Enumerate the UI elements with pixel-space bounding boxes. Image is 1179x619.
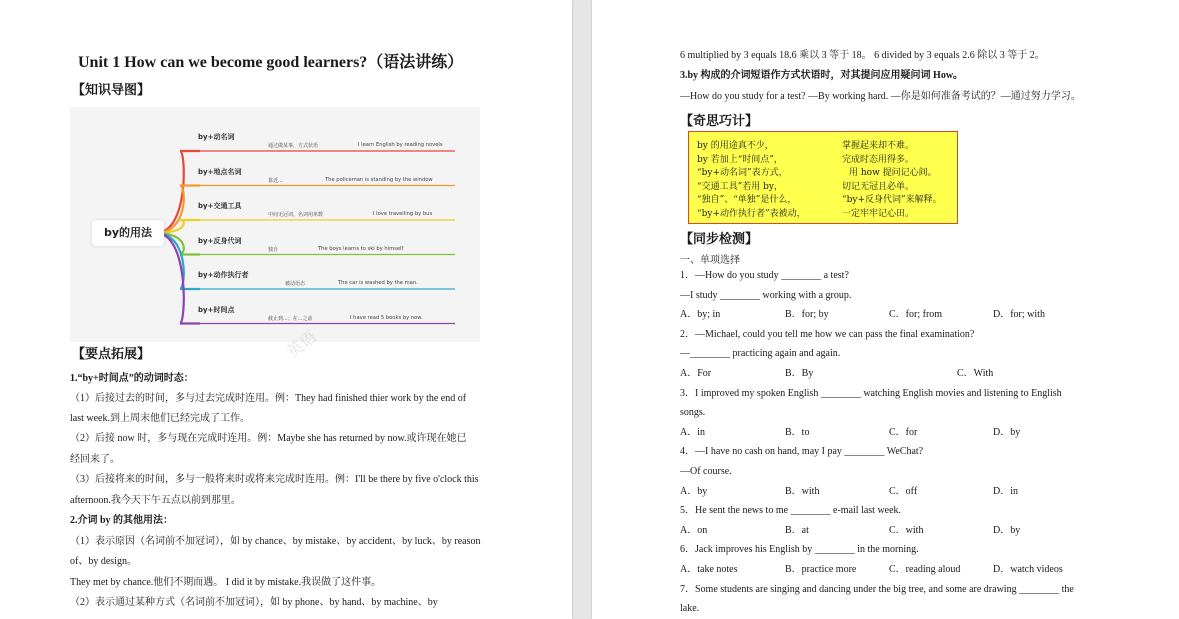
tips-box: [688, 131, 958, 224]
question-option: D．watch videos: [993, 564, 1063, 575]
body-line: （2）后接 now 时，多与现在完成时连用。例：Maybe she has returned by now.或许现在她已: [70, 433, 467, 444]
document-title: Unit 1 How can we become good learners?（语法讲练）: [78, 54, 464, 71]
tip-left: “by+动名词”表方式，: [697, 168, 788, 178]
question-option: D．by: [993, 524, 1021, 536]
question-stem: 2．—Michael, could you tell me how we can pass the final examination?: [680, 328, 975, 340]
mindmap-branch-label: by+动作执行者: [198, 271, 249, 279]
body-line: 3.by 构成的介词短语作方式状语时，对其提问应用疑问词 How。: [680, 70, 964, 81]
question-option: B．for; by: [785, 309, 829, 321]
question-option: C．with: [889, 524, 924, 536]
mindmap-branch-example: I learn English by reading novels: [358, 142, 443, 148]
question-option: B．to: [785, 426, 810, 438]
tip-left: by 的用途真不少，: [697, 141, 774, 151]
mindmap-branch-example: I have read 5 books by now.: [350, 314, 423, 321]
question-stem: lake.: [680, 603, 700, 615]
mindmap-branch-label: by+时间点: [198, 305, 235, 314]
mindmap-branch-label: by+地点名词: [198, 167, 242, 176]
mindmap-branch-label: by+动名词: [198, 133, 235, 141]
mindmap-branch-label: by+反身代词: [198, 236, 242, 245]
mindmap-branch-desc: 截止到...；在...之前: [268, 315, 313, 322]
question-option: B．By: [785, 368, 814, 379]
mindmap-figure: [70, 107, 480, 342]
mindmap-branch-example: I love travelling by bus: [373, 211, 433, 217]
question-option: A．For: [680, 368, 712, 379]
body-line: 6 multiplied by 3 equals 18.6 乘以 3 等于 18。 6 divided by 3 equals 2.6 除以 3 等于 2。: [680, 50, 1045, 61]
question-option: D．in: [993, 485, 1018, 497]
question-option: A．by: [680, 485, 708, 497]
tip-right: 完成时态用得多。: [842, 154, 915, 165]
body-line: They met by chance.他们不期而遇。 I did it by mistake.我误做了这件事。: [70, 577, 382, 588]
question-stem: 6．Jack improves his English by ________ in the morning.: [680, 544, 919, 556]
question-option: C．for; from: [889, 309, 943, 321]
tip-right: 切记无冠且必单。: [842, 181, 915, 192]
body-line: （1）后接过去的时间，多与过去完成时连用。例：They had finished thier work by the end of: [70, 393, 467, 404]
mindmap-branch-desc: 被动语态: [285, 281, 306, 287]
question-stem: songs.: [680, 407, 706, 419]
tip-right: 掌握起来却不难。: [842, 141, 915, 151]
question-option: D．by: [993, 426, 1021, 438]
body-line: （1）表示原因（名词前不加冠词），如 by chance、by mistake、by accident、by luck、by reason: [70, 536, 481, 547]
body-line: —How do you study for a test? —By working hard. —你是如何准备考试的？—通过努力学习。: [680, 91, 1081, 102]
body-line: 1.“by+时间点”的动词时态：: [70, 373, 194, 384]
mindmap-branch-desc: 独自: [268, 246, 279, 253]
body-line: （2）表示通过某种方式（名词前不加冠词），如 by phone、by hand、by machine、by: [70, 597, 438, 608]
mindmap-branch-example: The boys learns to ski by himself: [318, 245, 404, 252]
tip-right: 用 how 提问记心间。: [849, 168, 937, 178]
question-option: A．by; in: [680, 309, 721, 321]
question-option: A．in: [680, 426, 705, 438]
question-stem: 4．—I have no cash on hand, may I pay ________ WeChat?: [680, 446, 924, 458]
question-option: A．take notes: [680, 564, 738, 575]
section-tips-heading: 【奇思巧计】: [680, 114, 759, 129]
question-stem: —I study ________ working with a group.: [680, 289, 852, 301]
question-stem: 5．He sent the news to me ________ e-mail last week.: [680, 505, 902, 517]
question-option: C．for: [889, 426, 918, 438]
mindmap-branch-desc: 靠近...: [268, 177, 283, 184]
right-page: [592, 0, 1179, 619]
body-line: last week.到上周末他们已经完成了工作。: [70, 413, 250, 424]
question-option: B．at: [785, 524, 809, 536]
left-page: [0, 0, 572, 619]
section-test-heading: 【同步检测】: [680, 232, 759, 247]
section-mindmap-heading: 【知识导图】: [72, 83, 151, 98]
question-option: B．with: [785, 485, 820, 497]
mindmap-branch-example: The policeman is standing by the window: [325, 176, 433, 183]
body-line: （3）后接将来的时间，多与一般将来时或将来完成时连用。例：I'll be there by five o'clock this: [70, 474, 479, 485]
body-line: 经回来了。: [70, 454, 120, 465]
question-stem: 7．Some students are singing and dancing under the big tree, and some are drawing ________ the: [680, 583, 1074, 595]
mindmap-branch-desc: 中间无冠词、名词用单数: [268, 212, 324, 218]
body-line: of、by design。: [70, 556, 137, 567]
tip-left: “by+动作执行者”表被动，: [697, 208, 806, 219]
question-option: C．reading aloud: [889, 564, 961, 575]
tip-left: by 若加上“时间点”，: [697, 154, 783, 165]
question-option: C．off: [889, 485, 918, 497]
question-stem: 1．—How do you study ________ a test?: [680, 270, 849, 281]
tip-right: “by+反身代词”来解释。: [842, 195, 942, 205]
question-stem: —Of course.: [680, 466, 732, 477]
tip-left: “独自”、“单独”是什么，: [697, 195, 797, 205]
question-stem: 3．I improved my spoken English ________ watching English movies and listening to English: [680, 387, 1062, 399]
tip-left: “交通工具”若用 by，: [697, 181, 783, 192]
question-option: C．With: [957, 368, 994, 379]
mindmap-root: by的用法: [92, 220, 164, 246]
mindmap-branch-example: The car is washed by the man.: [338, 280, 418, 286]
tip-right: 一定牢牢记心田。: [842, 208, 915, 219]
part-one-heading: 一、单项选择: [680, 255, 740, 266]
body-line: afternoon.我今天下午五点以前到那里。: [70, 495, 241, 506]
question-option: B．practice more: [785, 564, 857, 575]
watermark: 英语: [283, 326, 321, 362]
section-points-heading: 【要点拓展】: [72, 347, 151, 362]
body-line: 2.介词 by 的其他用法：: [70, 515, 174, 526]
question-stem: —________ practicing again and again.: [680, 348, 841, 360]
question-option: D．for; with: [993, 309, 1045, 321]
mindmap-branch-desc: 通过做某事，方式状语: [268, 143, 319, 149]
mindmap-branch-label: by+交通工具: [198, 202, 242, 210]
question-option: A．on: [680, 524, 708, 536]
